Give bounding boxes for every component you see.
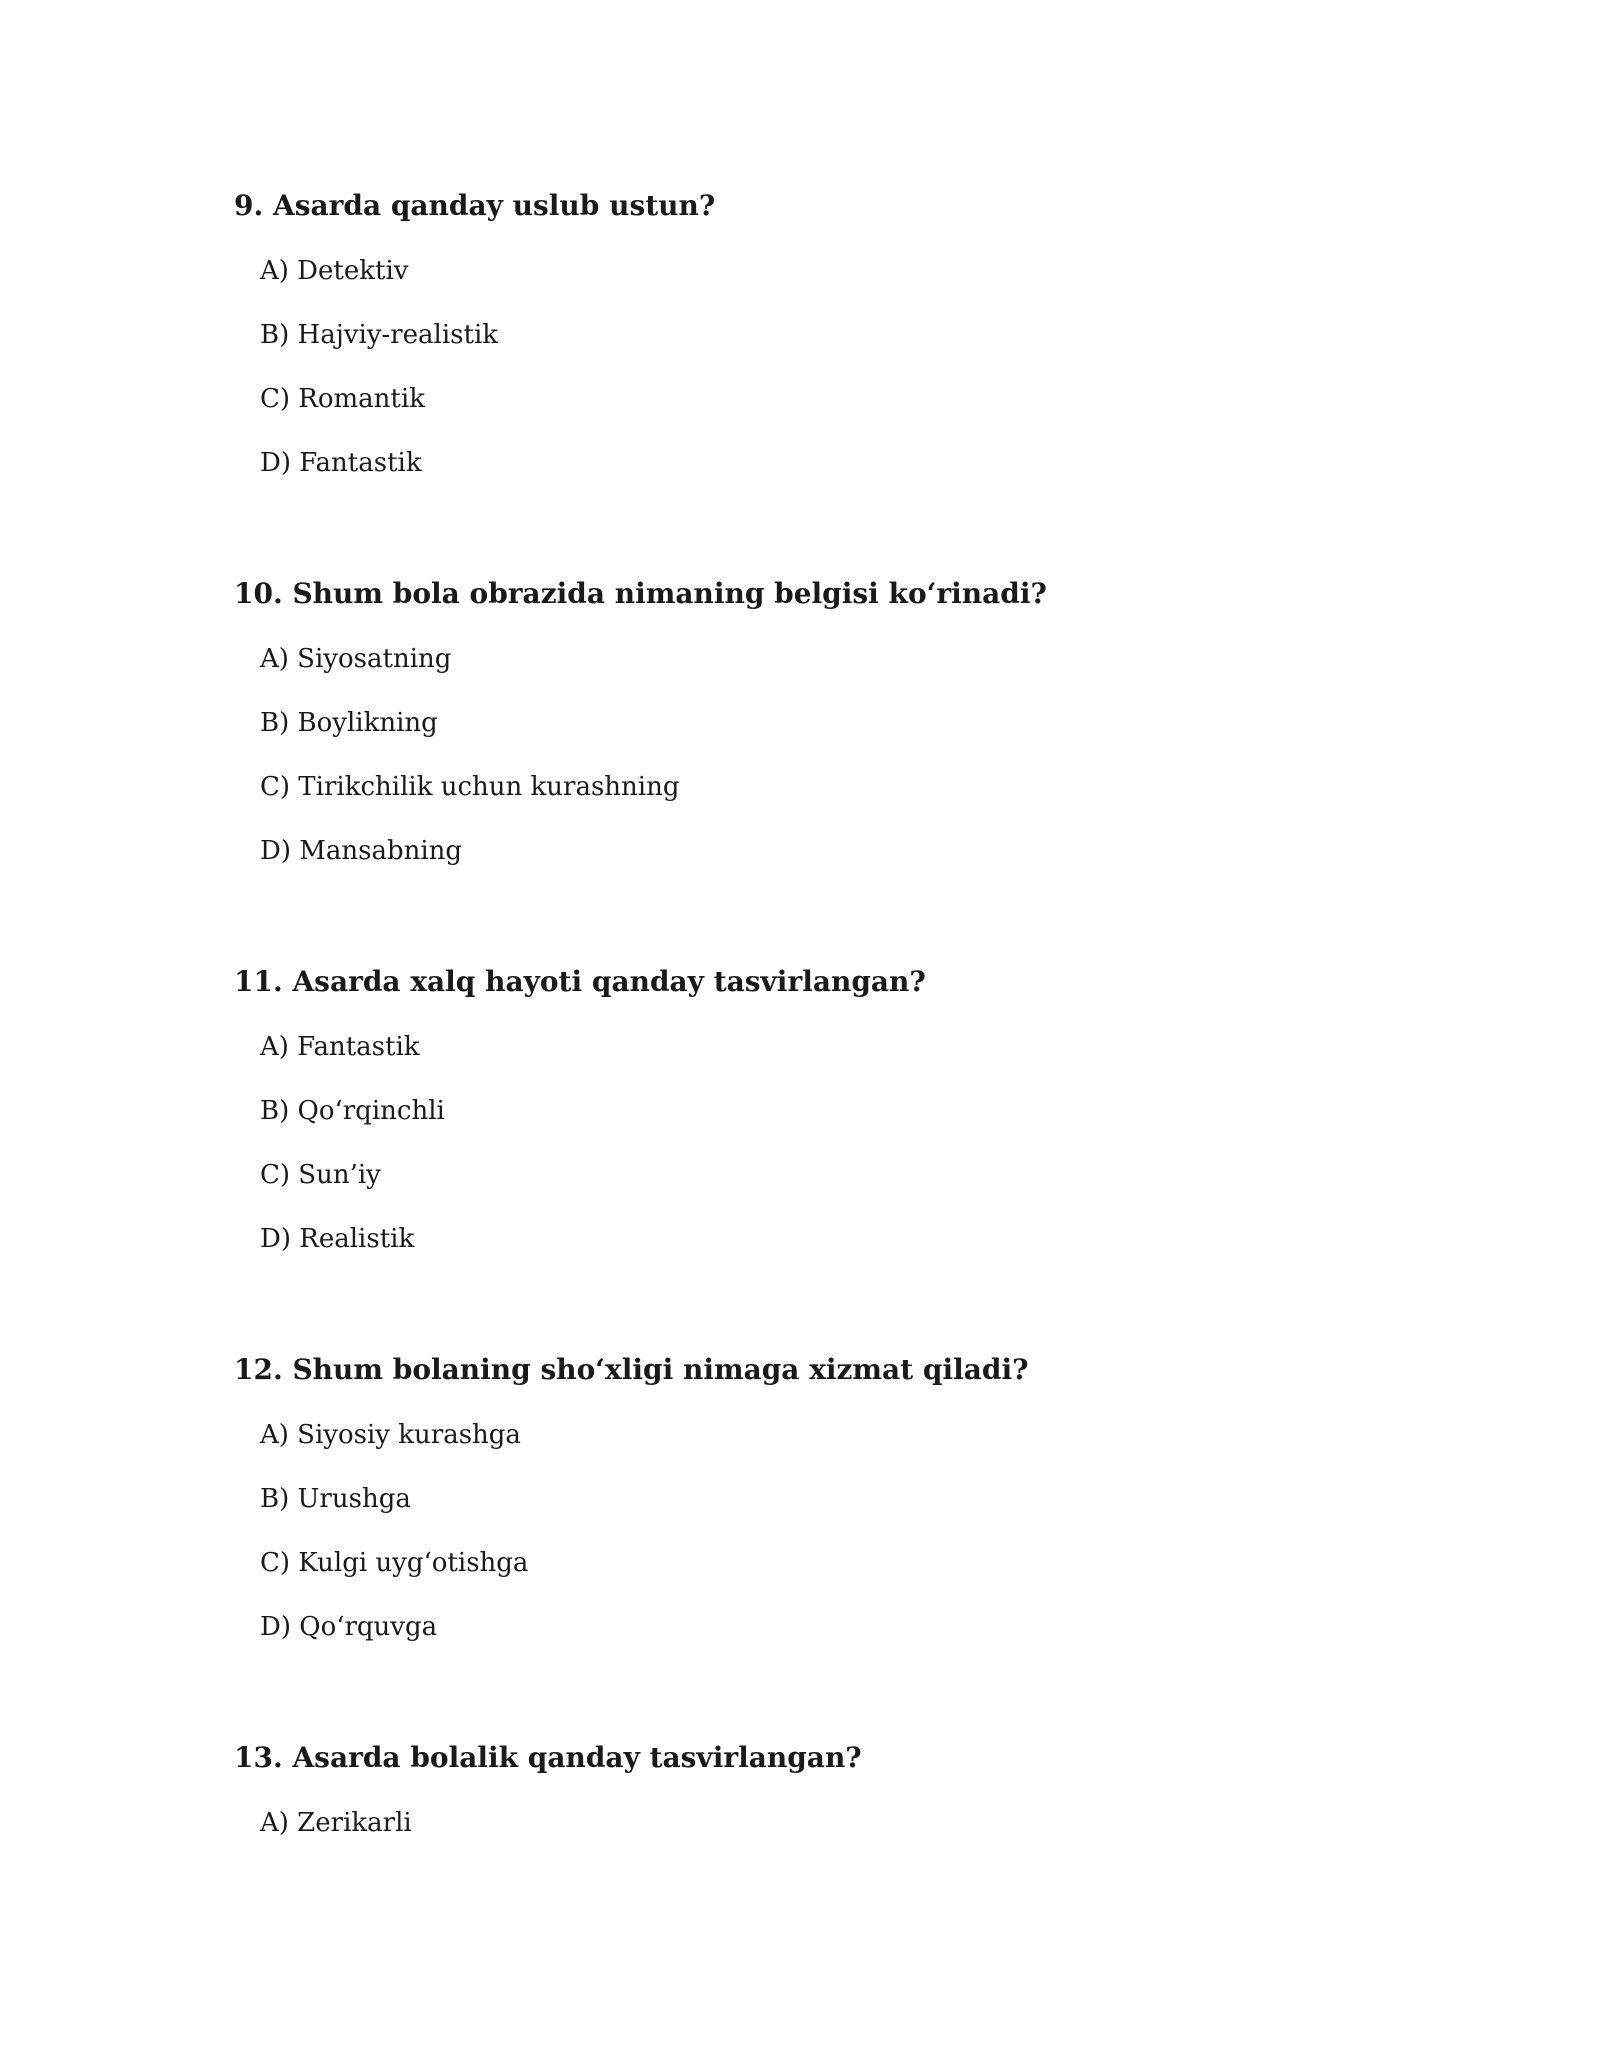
question-12: [234, 1350, 1434, 1646]
answer-options: [234, 1028, 1434, 1258]
answer-options: [234, 640, 1434, 870]
answer-option-c: C) Romantik: [260, 384, 425, 414]
answer-option-b: B) Qo‘rqinchli: [260, 1096, 445, 1126]
answer-option-d: D) Fantastik: [260, 448, 422, 478]
question-title: 11. Asarda xalq hayoti qanday tasvirlangan?: [234, 965, 926, 998]
answer-option-c: C) Kulgi uyg‘otishga: [260, 1548, 529, 1578]
question-13: [234, 1738, 1434, 1842]
answer-option-d: D) Mansabning: [260, 836, 463, 866]
question-11: [234, 962, 1434, 1258]
question-title: 9. Asarda qanday uslub ustun?: [234, 189, 716, 222]
answer-options: [234, 1804, 1434, 1842]
question-title: 12. Shum bolaning sho‘xligi nimaga xizmat qiladi?: [234, 1353, 1029, 1386]
answer-option-d: D) Qo‘rquvga: [260, 1612, 438, 1642]
answer-option-a: A) Zerikarli: [260, 1808, 412, 1838]
answer-option-c: C) Sun’iy: [260, 1160, 381, 1190]
question-9: [234, 186, 1434, 482]
answer-option-a: A) Siyosiy kurashga: [260, 1420, 521, 1450]
answer-options: [234, 1416, 1434, 1646]
answer-option-b: B) Hajviy-realistik: [260, 320, 499, 350]
answer-option-a: A) Fantastik: [260, 1032, 420, 1062]
question-title: 13. Asarda bolalik qanday tasvirlangan?: [234, 1741, 862, 1774]
answer-option-a: A) Siyosatning: [260, 644, 452, 674]
answer-option-d: D) Realistik: [260, 1224, 415, 1254]
answer-option-c: C) Tirikchilik uchun kurashning: [260, 772, 680, 802]
question-10: [234, 574, 1434, 870]
answer-option-a: A) Detektiv: [260, 256, 409, 286]
answer-option-b: B) Boylikning: [260, 708, 438, 738]
answer-options: [234, 252, 1434, 482]
question-title: 10. Shum bola obrazida nimaning belgisi ko‘rinadi?: [234, 577, 1047, 610]
answer-option-b: B) Urushga: [260, 1484, 411, 1514]
